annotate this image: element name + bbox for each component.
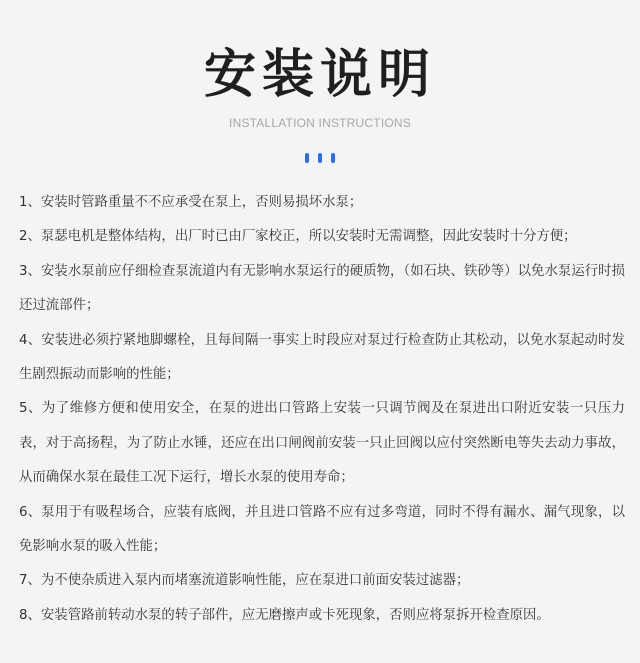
instruction-item-7: 7、为不使杂质进入泵内而堵塞流道影响性能，应在泵进口前面安装过滤器；: [19, 573, 470, 589]
dot-icon: [305, 153, 309, 163]
dot-icon: [331, 153, 335, 163]
instruction-item-5: 5、为了维修方便和使用安全，在泵的进出口管路上安装一只调节阀及在泵进出口附近安装一只压力表，对于高扬程，为了防止水锤，还应在出口闸阀前安装一只止回阀以应付突然断电等失去动力事故，从而确保水泵在最佳工况下运行，增长水泵的使用寿命；: [19, 401, 625, 486]
instruction-item-6: 6、泵用于有吸程场合，应装有底阀，并且进口管路不应有过多弯道，同时不得有漏水、漏气现象，以免影响水泵的吸入性能；: [19, 504, 625, 555]
instruction-item-1: 1、安装时管路重量不不应承受在泵上，否则易损坏水泵；: [19, 195, 363, 210]
page-title: 安装说明: [203, 45, 436, 105]
page-subtitle: INSTALLATION INSTRUCTIONS: [229, 116, 411, 130]
decorative-dots: [0, 153, 640, 163]
instruction-item-3: 3、安装水泵前应仔细检查泵流道内有无影响水泵运行的硬质物，（如石块、铁砂等）以免水泵运行时损还过流部件；: [19, 263, 625, 314]
dot-icon: [318, 153, 322, 163]
instruction-item-4: 4、安装进必须拧紧地脚螺栓，且每间隔一事实上时段应对泵过行检查防止其松动，以免水泵起动时发生剧烈振动而影响的性能；: [19, 332, 625, 383]
instruction-list: [19, 186, 625, 633]
instruction-item-2: 2、泵瑟电机是整体结构，出厂时已由厂家校正，所以安装时无需调整，因此安装时十分方便；: [19, 229, 577, 245]
instruction-item-8: 8、安装管路前转动水泵的转子部件，应无磨擦声或卡死现象，否则应将泵拆开检查原因。: [19, 607, 550, 623]
